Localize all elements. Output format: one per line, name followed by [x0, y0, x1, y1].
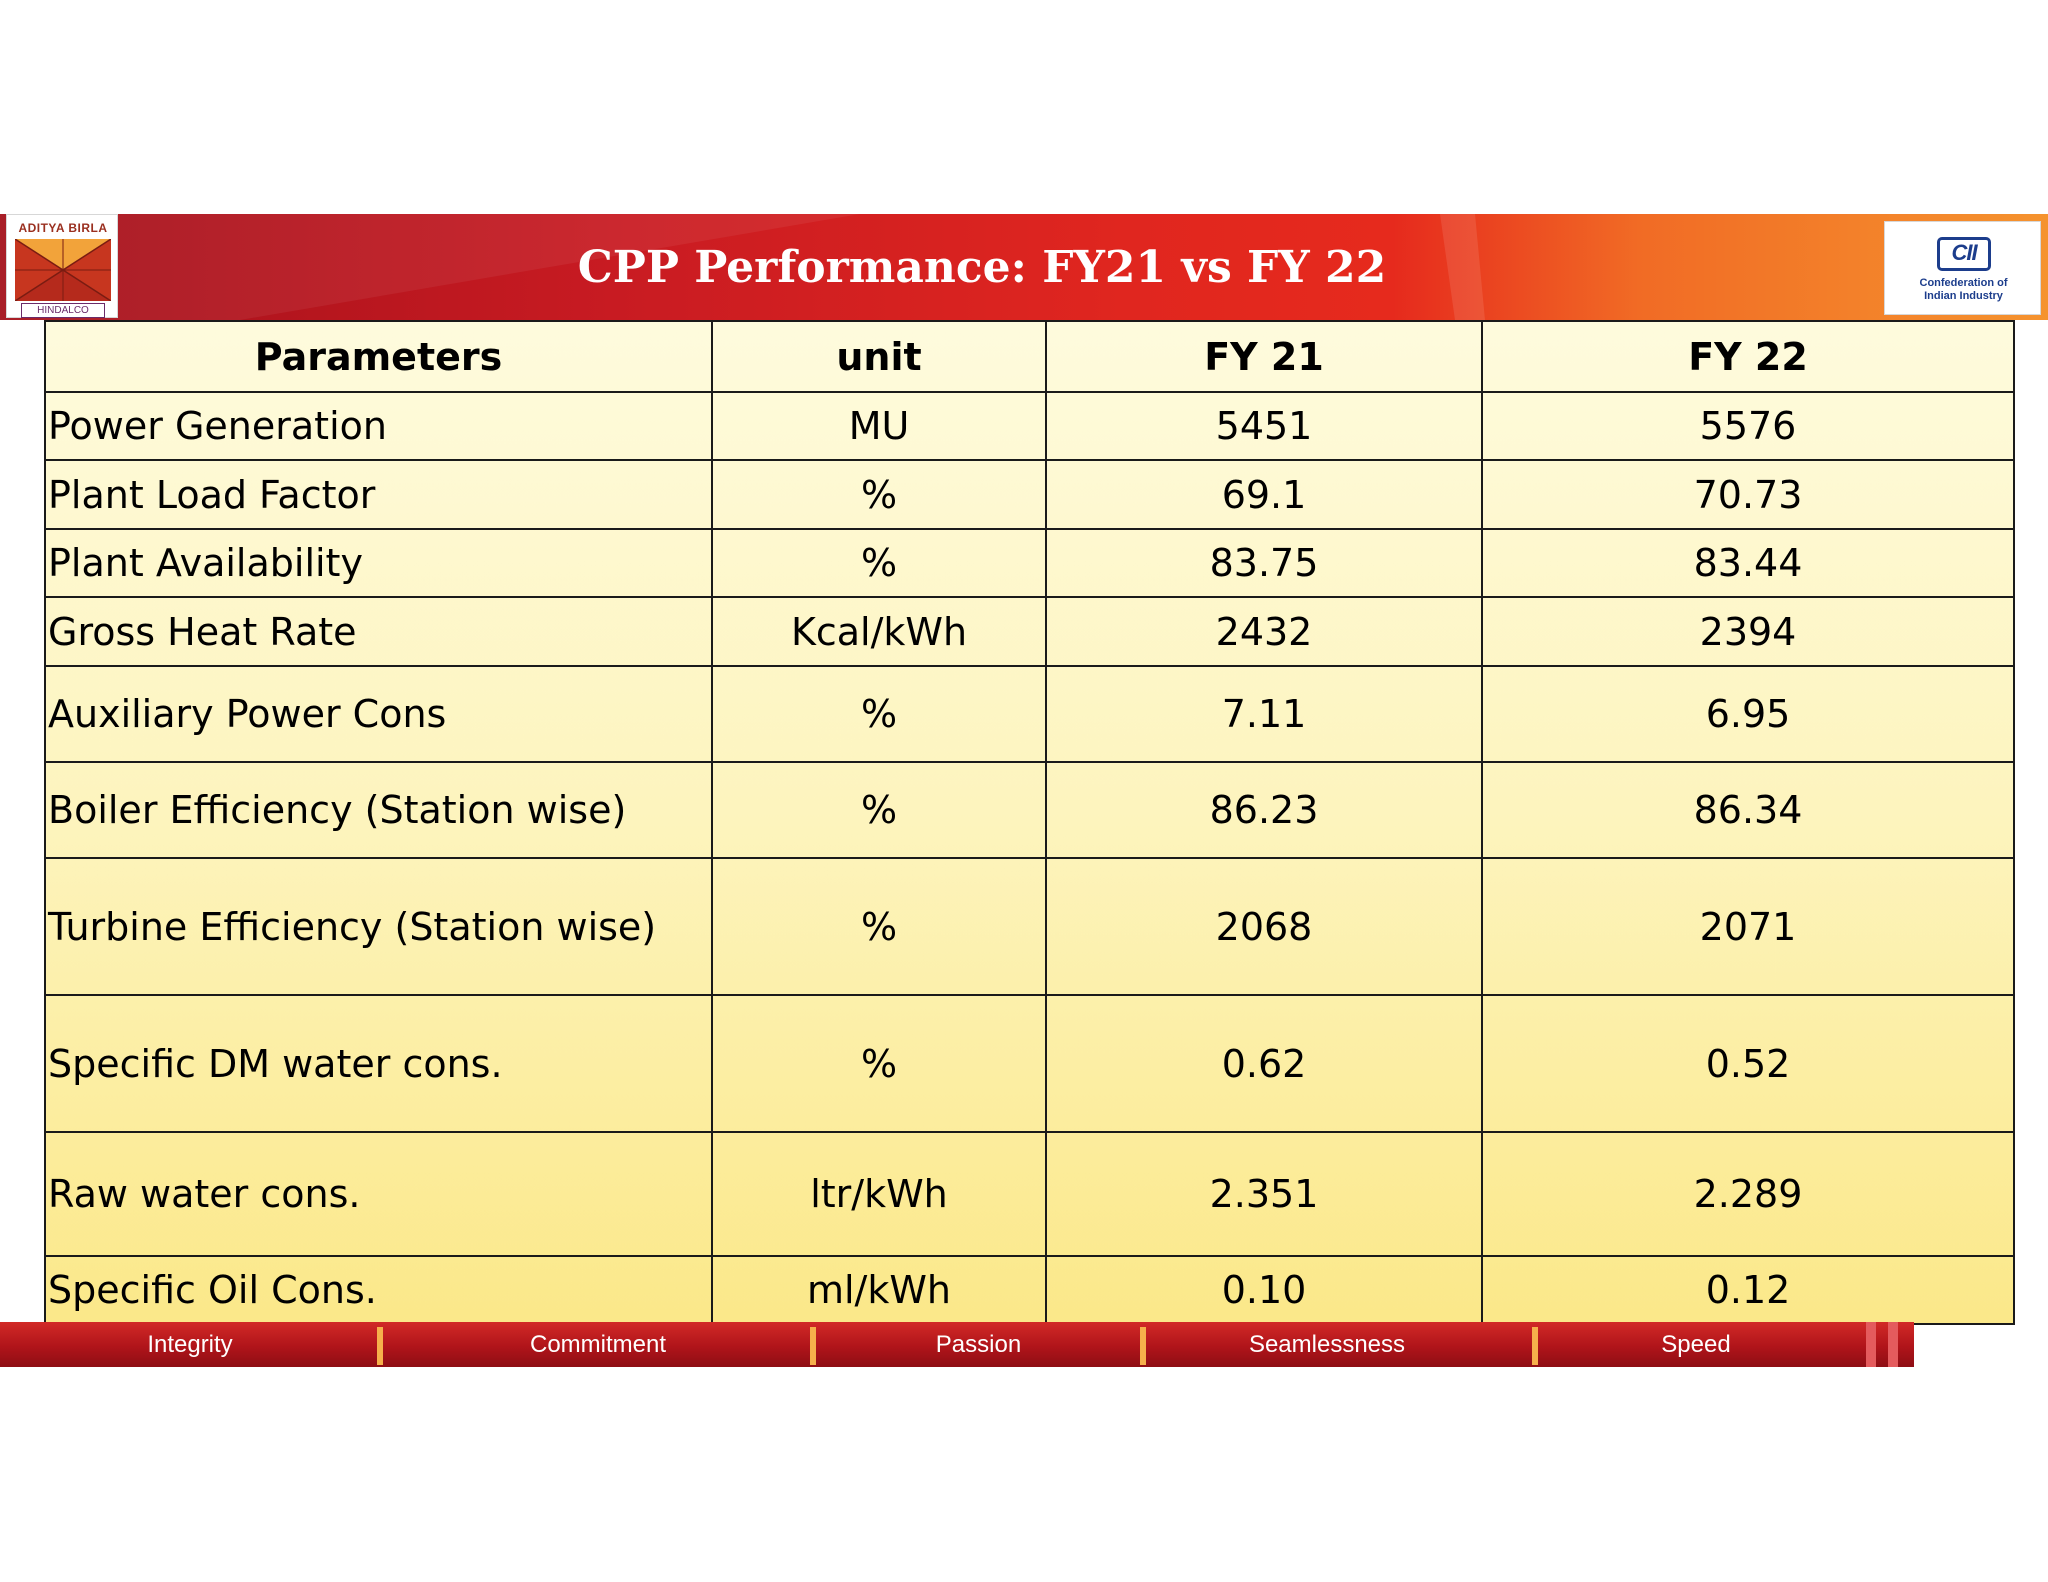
cell-unit: %: [712, 762, 1046, 858]
cell-unit: %: [712, 529, 1046, 597]
logo-brand-top-text: ADITYA BIRLA: [18, 221, 108, 235]
cell-fy21: 0.62: [1046, 995, 1482, 1132]
cii-logo: [1884, 221, 2041, 315]
cell-unit: %: [712, 858, 1046, 995]
table-header-row: [45, 321, 2014, 392]
bar-tail-accent: [1888, 1322, 1898, 1367]
values-footer-bar: [0, 1322, 1914, 1367]
value-speed: Speed: [1661, 1331, 1731, 1358]
value-integrity: Integrity: [147, 1331, 233, 1358]
cii-subtitle-line2: Indian Industry: [1924, 290, 2003, 302]
sunburst-logo-icon: [15, 239, 111, 301]
cell-fy22: 0.12: [1482, 1256, 2014, 1324]
cell-fy21: 86.23: [1046, 762, 1482, 858]
table-row: [45, 762, 2014, 858]
table-row: [45, 1132, 2014, 1256]
cell-fy21: 5451: [1046, 392, 1482, 460]
cell-fy22: 86.34: [1482, 762, 2014, 858]
aditya-birla-hindalco-logo: [6, 214, 118, 318]
cell-unit: %: [712, 995, 1046, 1132]
cell-fy21: 83.75: [1046, 529, 1482, 597]
bar-tail-accent: [1866, 1322, 1876, 1367]
cell-unit: ltr/kWh: [712, 1132, 1046, 1256]
cell-fy21: 2.351: [1046, 1132, 1482, 1256]
cii-mark-text: CII: [1951, 240, 1977, 265]
table-row: [45, 666, 2014, 762]
cell-fy22: 2.289: [1482, 1132, 2014, 1256]
header-fy22: FY 22: [1482, 321, 2014, 392]
value-commitment: Commitment: [529, 1331, 667, 1358]
cell-parameter: Plant Availability: [45, 529, 712, 597]
cell-parameter: Plant Load Factor: [45, 460, 712, 529]
cell-fy21: 2068: [1046, 858, 1482, 995]
value-seamlessness: Seamlessness: [1248, 1331, 1406, 1358]
table-row: [45, 460, 2014, 529]
cii-subtitle-line1: Confederation of: [1919, 277, 2008, 289]
cell-unit: %: [712, 666, 1046, 762]
cell-unit: MU: [712, 392, 1046, 460]
cell-unit: ml/kWh: [712, 1256, 1046, 1324]
table-row: [45, 858, 2014, 995]
table-row: [45, 529, 2014, 597]
cell-parameter: Specific Oil Cons.: [45, 1256, 712, 1324]
logo-brand-bottom-text: HINDALCO: [21, 303, 105, 318]
cell-fy21: 2432: [1046, 597, 1482, 666]
page-title: CPP Performance: FY21 vs FY 22: [577, 242, 1387, 293]
cell-parameter: Power Generation: [45, 392, 712, 460]
cii-subtitle: [1885, 277, 2042, 303]
cell-fy22: 2394: [1482, 597, 2014, 666]
table-row: [45, 597, 2014, 666]
table-row: [45, 995, 2014, 1132]
cell-parameter: Turbine Efficiency (Station wise): [45, 858, 712, 995]
cell-parameter: Specific DM water cons.: [45, 995, 712, 1132]
header-unit: unit: [712, 321, 1046, 392]
cell-parameter: Raw water cons.: [45, 1132, 712, 1256]
value-passion: Passion: [935, 1331, 1022, 1358]
cell-fy22: 0.52: [1482, 995, 2014, 1132]
cell-parameter: Boiler Efficiency (Station wise): [45, 762, 712, 858]
performance-table: [44, 320, 2015, 1325]
header-parameters: Parameters: [45, 321, 712, 392]
cell-fy21: 69.1: [1046, 460, 1482, 529]
cell-fy21: 7.11: [1046, 666, 1482, 762]
cell-unit: Kcal/kWh: [712, 597, 1046, 666]
table-row: [45, 392, 2014, 460]
cell-fy22: 6.95: [1482, 666, 2014, 762]
header-fy21: FY 21: [1046, 321, 1482, 392]
cell-parameter: Auxiliary Power Cons: [45, 666, 712, 762]
cell-unit: %: [712, 460, 1046, 529]
cii-mark-icon: [1937, 237, 1991, 271]
cell-fy22: 70.73: [1482, 460, 2014, 529]
table-row: [45, 1256, 2014, 1324]
cell-fy22: 2071: [1482, 858, 2014, 995]
cell-parameter: Gross Heat Rate: [45, 597, 712, 666]
cell-fy22: 5576: [1482, 392, 2014, 460]
cell-fy21: 0.10: [1046, 1256, 1482, 1324]
cell-fy22: 83.44: [1482, 529, 2014, 597]
